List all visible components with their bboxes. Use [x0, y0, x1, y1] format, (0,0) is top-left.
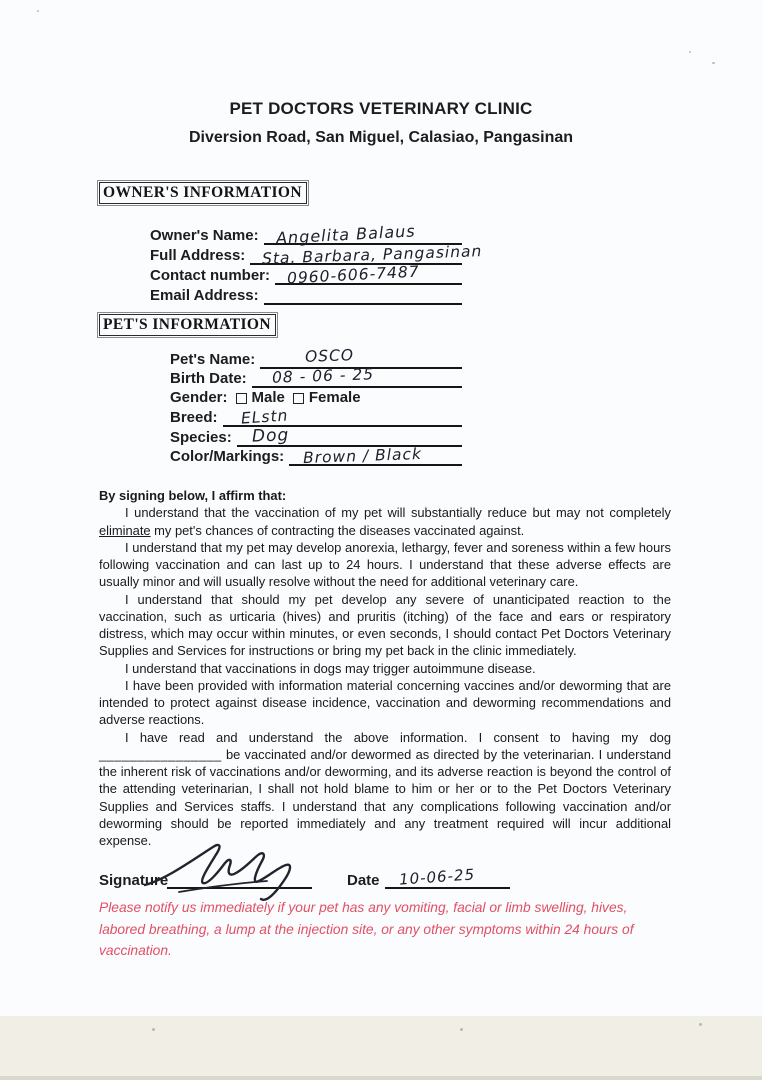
color-markings-handwriting: Brown / Black [302, 444, 423, 468]
affirmation-paragraph-5: I have been provided with information material concerning vaccines and/or deworming that are intended to protect against disease incidence, vaccination and deworming recommendations and adverse reactions. [99, 677, 671, 728]
breed-label: Breed: [170, 409, 218, 426]
birth-date-row [170, 365, 462, 389]
affirmation-paragraph-6 [99, 729, 671, 850]
paragraph-text: I have read and understand the above information. I consent to having my dog [125, 729, 671, 745]
scan-bottom-strip [0, 1076, 762, 1080]
contact-number-label: Contact number: [150, 267, 270, 284]
owner-name-handwriting: Angelita Balaus [275, 221, 416, 248]
scan-speck [712, 62, 715, 64]
color-markings-row [170, 444, 462, 468]
pet-name-handwriting: OSCO [304, 345, 355, 366]
affirmation-paragraph-3: I understand that should my pet develop any severe of unanticipated reaction to the vaccination, such as urticaria (hives) and pruritis (itching) of the face and ears or respiratory distress, which may occur within minutes, or even seconds, I should contact Pet Doctors Veterinary Supplies and Services for instructions or bring my pet back in the clinic immediately. [99, 591, 671, 659]
male-checkbox [236, 393, 247, 404]
paragraph-text: my pet's chances of contracting the diseases vaccinated against. [150, 522, 525, 538]
date-handwriting: 10-06-25 [398, 865, 476, 889]
affirmation-paragraph-2: I understand that my pet may develop anorexia, lethargy, fever and soreness within a few hours following vaccination and can last up to 24 hours. I understand that these adverse effects are usually minor and will usually resolve without the need for additional veterinary care. [99, 539, 671, 590]
date-label: Date [347, 872, 380, 889]
contact-number-line [275, 262, 462, 288]
contact-number-row [150, 262, 462, 288]
dog-name-blank: ________________ [99, 746, 222, 762]
pets-information-heading: PET'S INFORMATION [99, 314, 276, 336]
female-checkbox [293, 393, 304, 404]
full-address-line [250, 242, 483, 268]
eliminate-underlined: eliminate [99, 522, 151, 538]
color-markings-label: Color/Markings: [170, 448, 285, 465]
paragraph-text: be vaccinated and/or dewormed as directed by the veterinarian. I understand the inherent risk of vaccinations and/or deworming, and its adverse reaction is beyond the control of the attending veterinarian, I shall not hold blame to him or her or to the Pet Doctors Veterinary Supplies and Services staffs. I understand that any complications following vaccination and/or deworming should be reported immediately and any treatment required will incur additional expense. [99, 746, 671, 848]
color-markings-line [289, 445, 462, 467]
owner-name-line [264, 221, 462, 248]
male-label: Male [251, 388, 285, 406]
pet-fields [170, 345, 462, 468]
gender-label: Gender: [170, 388, 228, 406]
affirmation-paragraph-1 [99, 504, 671, 539]
full-address-label: Full Address: [150, 247, 246, 264]
contact-number-handwriting: 0960-606-7487 [286, 262, 421, 288]
female-label: Female [308, 388, 361, 406]
breed-line [223, 406, 462, 428]
owner-name-label: Owner's Name: [150, 227, 259, 244]
breed-handwriting: ELstn [239, 406, 289, 428]
birth-date-line [252, 367, 462, 389]
full-address-handwriting: Sta. Barbara, Pangasinan [262, 242, 483, 268]
owners-information-heading: OWNER'S INFORMATION [99, 182, 307, 204]
scan-speck [699, 1023, 702, 1026]
scan-sheet-edge [0, 1016, 762, 1080]
vaccination-notice: Please notify us immediately if your pet has any vomiting, facial or limb swelling, hives, labored breathing, a lump at the injection site, or any other symptoms within 24 hours of vaccination. [99, 900, 634, 958]
clinic-name: PET DOCTORS VETERINARY CLINIC [229, 99, 533, 118]
signature-label: Signature [99, 872, 169, 889]
scan-speck [689, 51, 691, 53]
scan-speck [460, 1028, 463, 1031]
affirmation-section [99, 487, 671, 849]
birth-date-handwriting: 08 - 06 - 25 [271, 365, 375, 387]
owner-fields [150, 221, 483, 305]
birth-date-label: Birth Date: [170, 370, 247, 387]
signature-area [99, 851, 579, 895]
owner-name-row [150, 221, 462, 248]
species-handwriting: Dog [251, 424, 290, 447]
clinic-address: Diversion Road, San Miguel, Calasiao, Pangasinan [188, 129, 574, 146]
species-line [237, 425, 462, 447]
email-address-line [264, 283, 462, 305]
scan-speck [37, 10, 39, 12]
affirmation-lead: By signing below, I affirm that: [99, 488, 287, 503]
affirmation-paragraph-4: I understand that vaccinations in dogs may trigger autoimmune disease. [125, 660, 536, 676]
scan-speck [152, 1028, 155, 1031]
email-address-row [150, 285, 462, 305]
pet-name-label: Pet's Name: [170, 350, 256, 368]
paragraph-text: I understand that the vaccination of my pet will substantially reduce but may not completely [125, 505, 671, 521]
email-address-label: Email Address: [150, 287, 259, 304]
species-label: Species: [170, 428, 232, 446]
